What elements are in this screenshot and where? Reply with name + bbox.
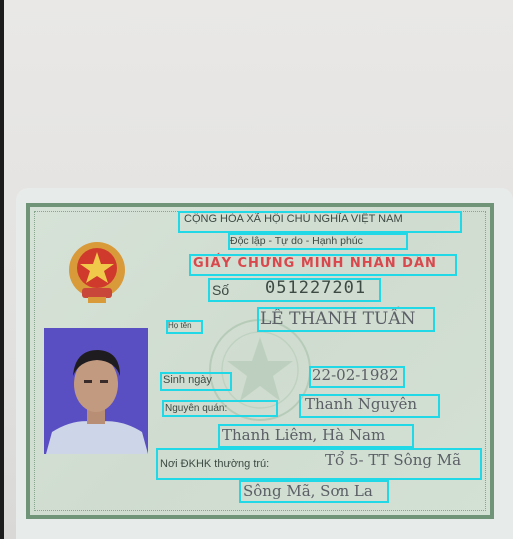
residence-value-line1: Tổ 5- TT Sông Mã	[325, 451, 462, 469]
origin-value-line2: Thanh Liêm, Hà Nam	[222, 426, 386, 444]
bbox-card-title	[189, 254, 457, 276]
name-value: LÊ THANH TUẤN	[260, 309, 416, 329]
bbox-residence-line2	[239, 480, 389, 503]
photo-left-edge	[0, 0, 4, 539]
bbox-dob-value	[309, 366, 405, 388]
bbox-origin-value-line1	[299, 394, 440, 418]
bbox-header-republic	[178, 211, 462, 233]
number-value: 051227201	[265, 278, 367, 298]
residence-label: Nơi ĐKHK thường trú:	[160, 458, 270, 470]
origin-value-line1: Thanh Nguyên	[305, 395, 418, 413]
header-motto: Độc lập - Tự do - Hạnh phúc	[230, 235, 363, 247]
bbox-name-value	[257, 307, 435, 332]
portrait-photo	[44, 328, 148, 454]
card-title: GIẤY CHỨNG MINH NHÂN DÂN	[193, 256, 437, 271]
origin-label: Nguyên quán:	[165, 403, 228, 414]
bbox-origin-label	[162, 400, 278, 417]
name-label: Họ tên	[168, 321, 192, 330]
vietnam-emblem-icon	[66, 240, 128, 306]
bbox-number	[208, 278, 381, 302]
bbox-name-label	[166, 320, 203, 334]
bbox-header-motto	[228, 233, 408, 250]
bbox-origin-value-line2	[218, 424, 414, 448]
dob-value: 22-02-1982	[312, 366, 399, 384]
header-republic: CỘNG HÒA XÃ HỘI CHỦ NGHĨA VIỆT NAM	[184, 213, 403, 225]
bbox-residence-line1	[156, 448, 482, 480]
bbox-dob-label	[160, 372, 232, 391]
dob-label: Sinh ngày	[163, 374, 212, 386]
number-label: Số	[212, 282, 230, 298]
residence-value-line2: Sông Mã, Sơn La	[243, 482, 373, 500]
